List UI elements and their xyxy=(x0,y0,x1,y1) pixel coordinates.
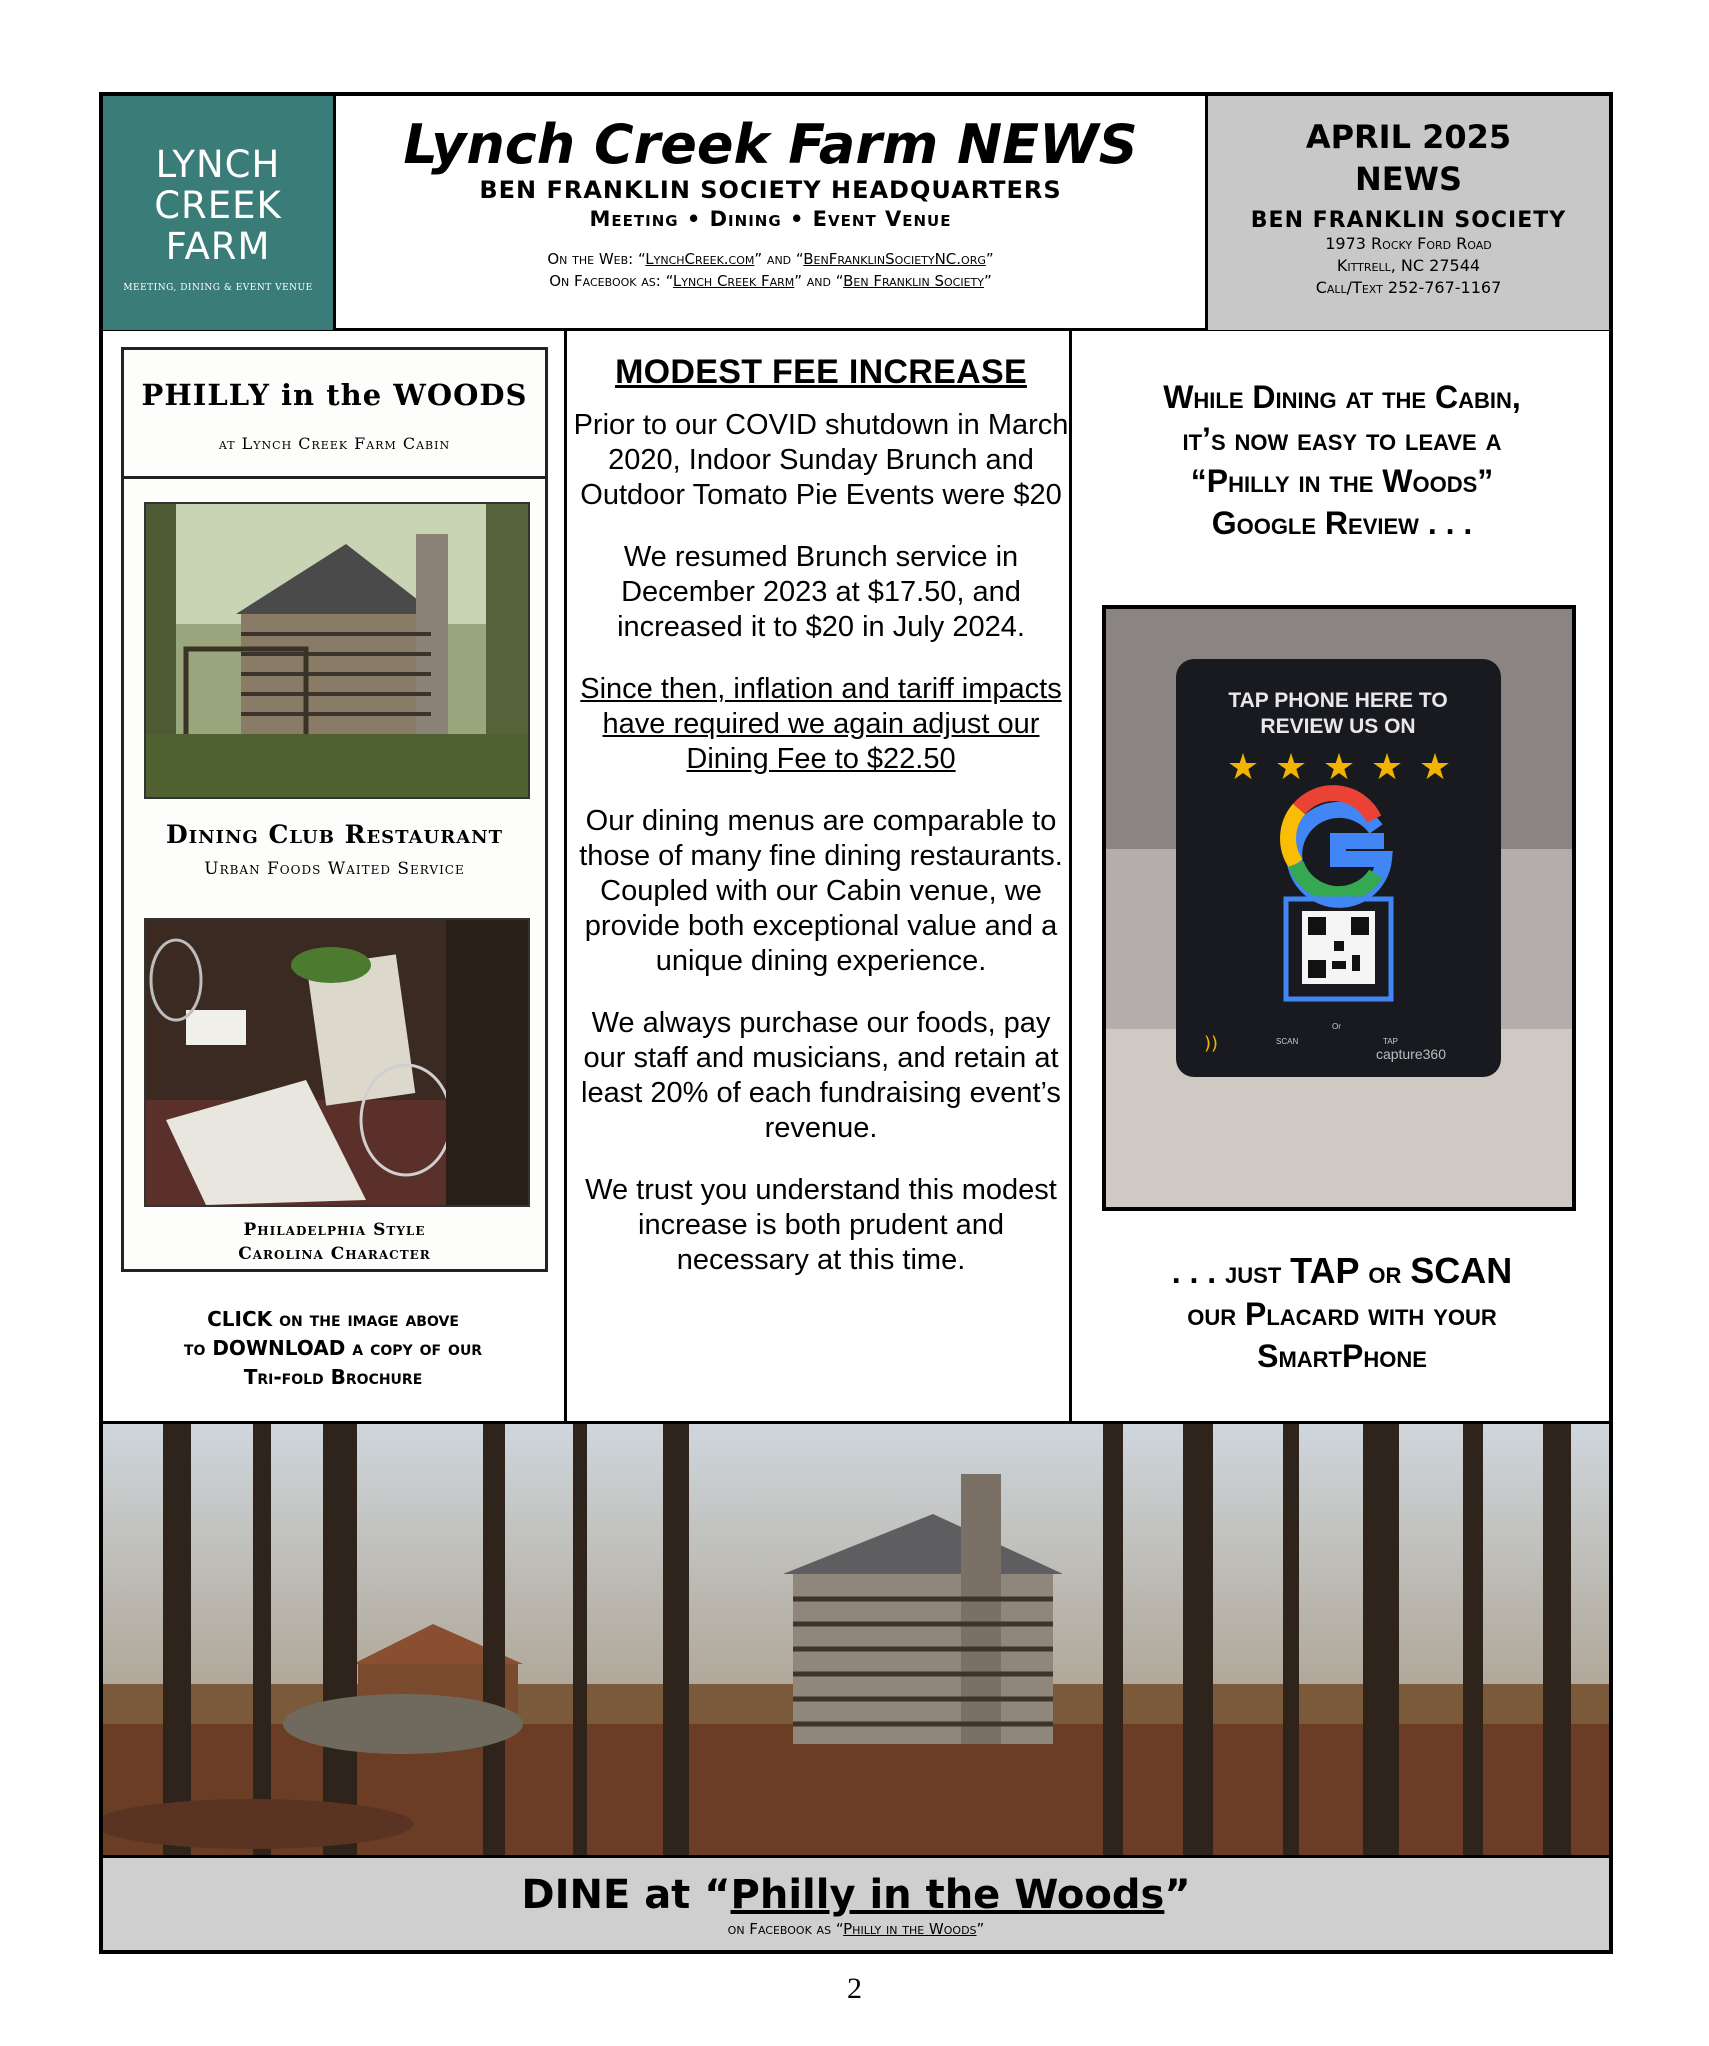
logo-line2: CREEK xyxy=(154,184,282,227)
review-footer xyxy=(1075,1250,1609,1377)
brochure-thumbnail[interactable] xyxy=(121,347,548,1272)
review-heading-line1: While Dining at the Cabin, xyxy=(1163,379,1521,415)
placard-line2: REVIEW US ON xyxy=(1260,715,1416,738)
lynchcreek-link[interactable]: LynchCreek.com xyxy=(645,250,755,268)
issue-date: APRIL 2025 xyxy=(1305,118,1512,156)
review-heading-line2: it’s now easy to leave a xyxy=(1182,421,1502,457)
footer-fb-suffix: ” xyxy=(976,1920,985,1938)
svg-text:★: ★ xyxy=(1322,747,1356,788)
tap-text: TAP xyxy=(1290,1250,1360,1291)
svg-text:★: ★ xyxy=(1226,747,1260,788)
brochure-bottom-line1: Philadelphia Style xyxy=(243,1220,426,1240)
review-heading-line4: Google Review . . . xyxy=(1211,505,1473,541)
dining-club-title: Dining Club Restaurant xyxy=(165,820,504,849)
brochure-title: PHILLY in the WOODS xyxy=(141,378,528,412)
review-heading-line3: “Philly in the Woods” xyxy=(1190,463,1494,499)
dine-text: DINE xyxy=(521,1872,631,1918)
svg-text:★: ★ xyxy=(1418,747,1452,788)
review-heading xyxy=(1075,376,1609,544)
click-text: CLICK xyxy=(207,1307,273,1331)
masthead xyxy=(336,96,1208,330)
placard-brand: capture360 xyxy=(1375,1046,1446,1062)
philly-link[interactable]: Philly in the Woods xyxy=(730,1872,1165,1918)
footer-fb-link[interactable]: Philly in the Woods xyxy=(843,1920,977,1938)
page-number: 2 xyxy=(847,1972,862,2005)
brochure-download-caption xyxy=(103,1305,563,1392)
dine-close: ” xyxy=(1164,1872,1191,1918)
or-text: or xyxy=(1359,1254,1411,1290)
brochure-subtitle: at Lynch Creek Farm Cabin xyxy=(218,434,451,453)
phone: Call/Text 252-767-1167 xyxy=(1315,278,1502,297)
benfranklin-link[interactable]: BenFranklinSocietyNC.org xyxy=(803,250,986,268)
logo xyxy=(103,96,336,330)
review-footer-line3: SmartPhone xyxy=(1257,1338,1427,1374)
footer-banner xyxy=(103,1855,1609,1950)
society-name: BEN FRANKLIN SOCIETY xyxy=(1250,208,1567,233)
column-divider-1 xyxy=(564,330,567,1424)
review-footer-line2: our Placard with your xyxy=(1187,1296,1497,1332)
svg-text:★: ★ xyxy=(1274,747,1308,788)
placard-tap: TAP xyxy=(1383,1037,1398,1046)
caption-line3: Tri-fold Brochure xyxy=(243,1365,423,1389)
fb-lynchcreek-link[interactable]: Lynch Creek Farm xyxy=(672,272,795,290)
brochure-bottom-line2: Carolina Character xyxy=(238,1244,431,1264)
nfc-icon: )) xyxy=(1204,1033,1219,1054)
web-suffix: ” xyxy=(985,250,994,268)
footer-fb-prefix: on Facebook as “ xyxy=(727,1920,844,1938)
address-line2: Kittrell, NC 27544 xyxy=(1336,256,1481,275)
article-paragraph-5: We always purchase our foods, pay our staff and musicians, and retain at least 20% of each fundraising event’s revenue. xyxy=(581,1007,1061,1144)
newsletter-title: Lynch Creek Farm NEWS xyxy=(403,113,1138,176)
dine-at: at “ xyxy=(630,1872,731,1918)
placard-scan: SCAN xyxy=(1276,1037,1299,1046)
fb-benfranklin-link[interactable]: Ben Franklin Society xyxy=(843,272,984,290)
article-paragraph-3: Since then, inflation and tariff impacts have required we again adjust our Dining Fee to $22.50 xyxy=(580,673,1062,775)
logo-tagline: MEETING, DINING & EVENT VENUE xyxy=(123,283,313,293)
cabin-woods-banner-photo xyxy=(103,1424,1609,1855)
article-paragraph-2: We resumed Brunch service in December 2023 at $17.50, and increased it to $20 in July 2024. xyxy=(617,541,1025,643)
article-paragraph-1: Prior to our COVID shutdown in March 2020, Indoor Sunday Brunch and Outdoor Tomato Pie Events were $20 xyxy=(573,409,1069,511)
caption-line1: on the image above xyxy=(272,1307,459,1331)
article-heading: MODEST FEE INCREASE xyxy=(615,353,1027,391)
google-review-placard-photo xyxy=(1102,605,1576,1211)
address-line1: 1973 Rocky Ford Road xyxy=(1325,234,1492,253)
brochure-divider xyxy=(124,476,545,479)
tap-prefix: . . . just xyxy=(1171,1254,1291,1290)
download-text: DOWNLOAD xyxy=(212,1336,346,1360)
newsletter-subtitle: BEN FRANKLIN SOCIETY HEADQUARTERS xyxy=(479,176,1062,204)
caption-line2: a copy of our xyxy=(345,1336,483,1360)
web-prefix: On the Web: “ xyxy=(547,250,646,268)
logo-line1: LYNCH xyxy=(155,143,281,186)
cabin-photo xyxy=(144,502,530,799)
fb-prefix: On Facebook as: “ xyxy=(549,272,673,290)
fb-suffix: ” xyxy=(983,272,992,290)
placard-line1: TAP PHONE HERE TO xyxy=(1228,689,1448,712)
scan-text: SCAN xyxy=(1410,1250,1513,1291)
article-paragraph-4: Our dining menus are comparable to those of many fine dining restaurants. Coupled with our Cabin venue, we provide both exceptional value and a unique dining experience. xyxy=(579,805,1063,977)
venue-tagline: Meeting • Dining • Event Venue xyxy=(589,207,952,231)
fee-increase-article xyxy=(571,355,1071,1305)
article-paragraph-6: We trust you understand this modest increase is both prudent and necessary at this time. xyxy=(585,1174,1057,1276)
issue-info xyxy=(1208,96,1609,330)
caption-to: to xyxy=(183,1336,213,1360)
issue-news: NEWS xyxy=(1355,160,1462,198)
placard-or: Or xyxy=(1332,1022,1341,1031)
table-setting-photo xyxy=(144,918,530,1207)
svg-text:★: ★ xyxy=(1370,747,1404,788)
dining-club-subtitle: Urban Foods Waited Service xyxy=(204,859,465,879)
web-links xyxy=(336,248,1205,292)
logo-line3: FARM xyxy=(165,225,271,268)
fb-mid: ” and “ xyxy=(794,272,844,290)
web-mid: ” and “ xyxy=(754,250,804,268)
